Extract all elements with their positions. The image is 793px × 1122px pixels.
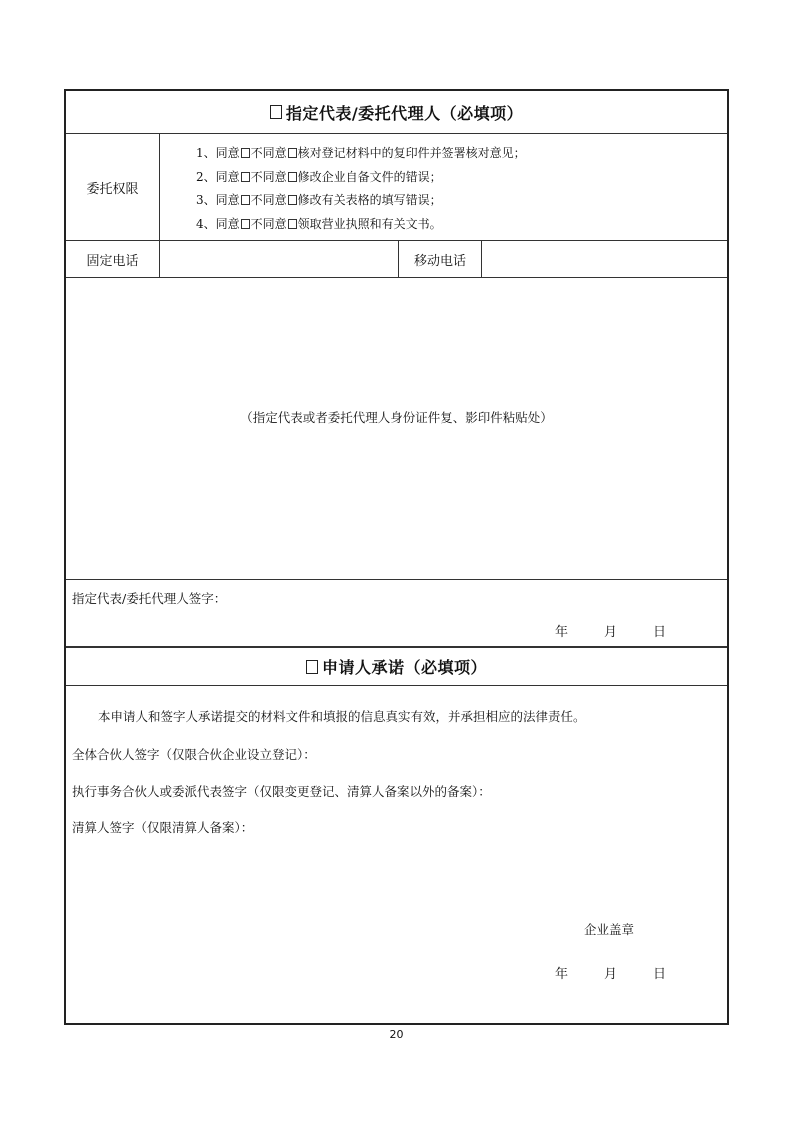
commitment-section-title: 申请人承诺（必填项）: [321, 658, 487, 677]
date-year: 年: [555, 625, 569, 640]
partners-signature-label: 全体合伙人签字（仅限合伙企业设立登记）：: [72, 747, 316, 762]
agent-signature-label: 指定代表/委托代理人签字：: [72, 591, 227, 606]
date-month: 月: [604, 625, 618, 640]
section-title-commitment: [66, 647, 727, 686]
permission-item: 1、同意 不同意 核对登记材料中的复印件并签署核对意见；: [196, 146, 526, 160]
agent-section-checkbox[interactable]: [270, 105, 282, 119]
disagree-checkbox[interactable]: [288, 219, 297, 229]
mobile-field[interactable]: [482, 241, 727, 277]
permission-item: 4、同意 不同意 领取营业执照和有关文书。: [196, 216, 442, 231]
form-frame: [64, 89, 729, 1025]
divider: [159, 134, 160, 240]
authority-label: 委托权限: [86, 181, 139, 197]
authority-row: [66, 134, 727, 241]
agree-checkbox[interactable]: [241, 195, 250, 205]
commitment-statement: 本申请人和签字人承诺提交的材料文件和填报的信息真实有效，并承担相应的法律责任。: [98, 709, 586, 724]
disagree-checkbox[interactable]: [288, 172, 297, 182]
date-day: 日: [653, 625, 667, 640]
commitment-body: [66, 686, 727, 1023]
permission-list: [196, 142, 526, 236]
landline-label: 固定电话: [86, 253, 139, 269]
permission-item: 3、同意 不同意 修改有关表格的填写错误；: [196, 193, 442, 207]
phone-row: [66, 241, 727, 278]
agree-checkbox[interactable]: [241, 148, 250, 158]
id-copy-note: （指定代表或者委托代理人身份证件复、影印件粘贴处）: [240, 410, 553, 425]
agree-checkbox[interactable]: [241, 219, 250, 229]
date-month: 月: [604, 967, 618, 982]
liquidator-signature-label: 清算人签字（仅限清算人备案）：: [72, 820, 254, 835]
executive-signature-label: 执行事务合伙人或委派代表签字（仅限变更登记、清算人备案以外的备案）：: [72, 784, 491, 799]
section-title-agent: [66, 91, 727, 134]
disagree-checkbox[interactable]: [288, 148, 297, 158]
date-day: 日: [653, 967, 667, 982]
permission-item: 2、同意 不同意 修改企业自备文件的错误；: [196, 169, 442, 184]
disagree-checkbox[interactable]: [288, 195, 297, 205]
agent-signature-area: [66, 580, 727, 647]
id-copy-area: [66, 278, 727, 580]
agent-section-title: 指定代表/委托代理人（必填项）: [285, 103, 524, 123]
commitment-section-checkbox[interactable]: [306, 660, 318, 674]
mobile-label: 移动电话: [413, 253, 466, 269]
landline-field[interactable]: [160, 241, 398, 277]
page-number: 20: [389, 1028, 404, 1041]
date-year: 年: [555, 967, 569, 982]
company-seal-label: 企业盖章: [584, 922, 635, 937]
agree-checkbox[interactable]: [241, 172, 250, 182]
